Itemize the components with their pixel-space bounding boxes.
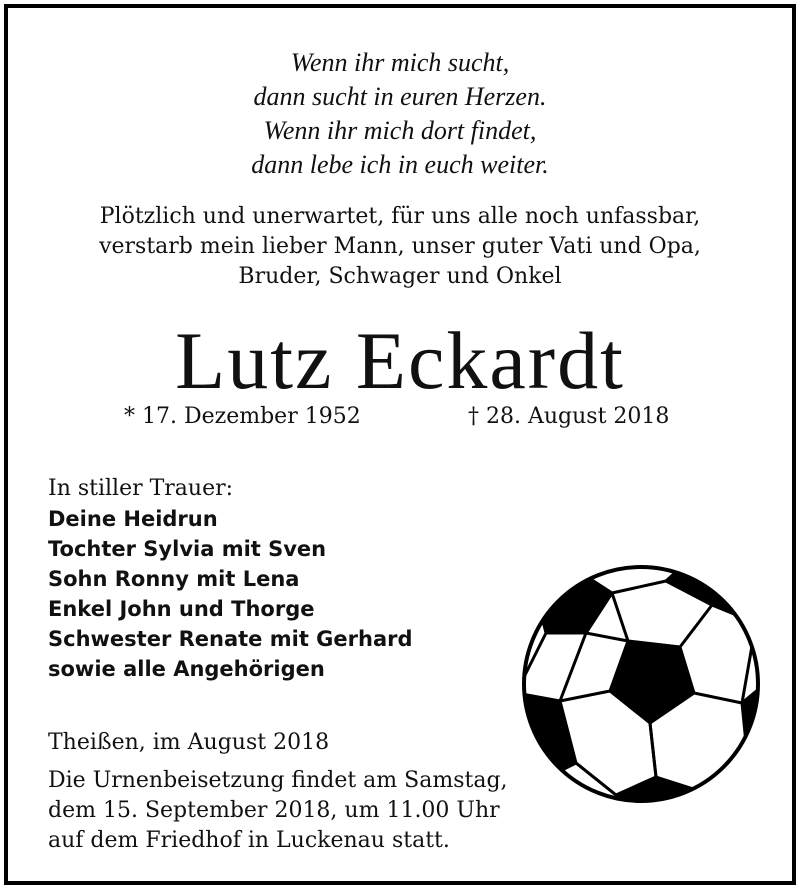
intro-line: verstarb mein lieber Mann, unser guter Vati und Opa, — [99, 234, 701, 259]
poem-line: Wenn ihr mich sucht, — [290, 48, 510, 77]
deceased-name: Lutz Eckardt — [175, 315, 625, 406]
death-date: † 28. August 2018 — [468, 404, 670, 429]
mourner-item: Schwester Renate mit Gerhard — [48, 627, 413, 651]
intro-text — [8, 202, 792, 292]
burial-line: dem 15. September 2018, um 11.00 Uhr — [48, 798, 500, 823]
burial-line: auf dem Friedhof in Luckenau statt. — [48, 828, 450, 853]
burial-info — [48, 766, 508, 856]
burial-line: Die Urnenbeisetzung findet am Samstag, — [48, 768, 508, 793]
mourner-item: Tochter Sylvia mit Sven — [48, 537, 327, 561]
mourners-intro: In stiller Trauer: — [48, 476, 234, 501]
place-date: Theißen, im August 2018 — [48, 730, 330, 755]
poem-line: Wenn ihr mich dort findet, — [263, 116, 537, 145]
obituary-notice — [4, 4, 796, 885]
mourner-item: Enkel John und Thorge — [48, 597, 315, 621]
mourner-item: Sohn Ronny mit Lena — [48, 567, 300, 591]
intro-line: Bruder, Schwager und Onkel — [238, 264, 562, 289]
soccer-ball-icon — [516, 563, 766, 805]
mourners-list — [48, 504, 413, 684]
mourner-item: sowie alle Angehörigen — [48, 657, 325, 681]
poem — [8, 46, 792, 182]
mourner-item: Deine Heidrun — [48, 507, 218, 531]
intro-line: Plötzlich und unerwartet, für uns alle noch unfassbar, — [99, 204, 701, 229]
poem-line: dann sucht in euren Herzen. — [253, 82, 547, 111]
birth-date: * 17. Dezember 1952 — [124, 404, 361, 429]
poem-line: dann lebe ich in euch weiter. — [251, 150, 549, 179]
